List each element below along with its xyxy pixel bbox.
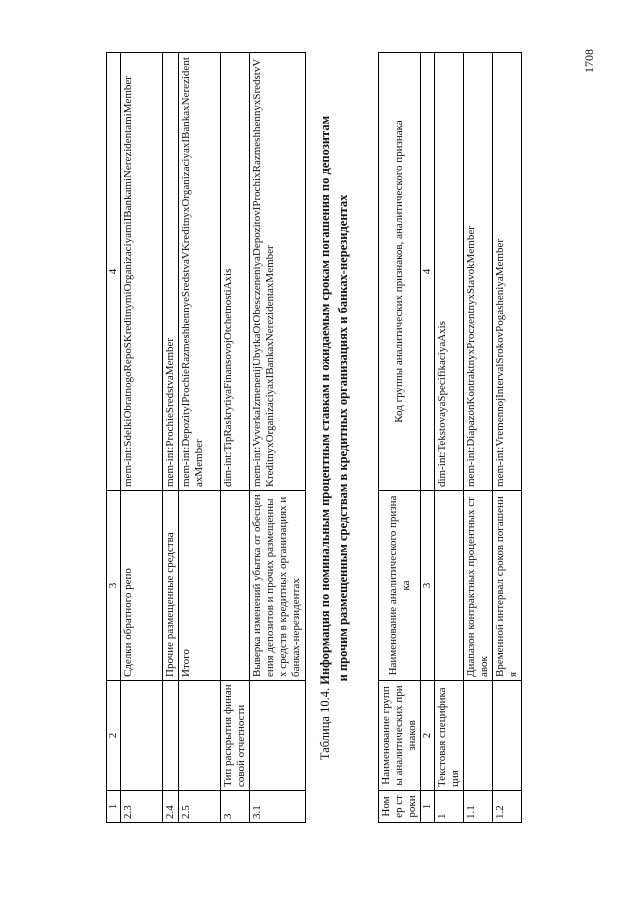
table-row <box>435 53 464 823</box>
row-number: 2.3 <box>121 791 163 823</box>
row-number: 3.1 <box>250 791 306 823</box>
feature-code: mem-int:DiapazonKontraktnyxProczentnyxStavokMember <box>464 53 493 491</box>
feature-name: Диапазон контрактных процентных ставок <box>464 491 493 681</box>
header-cell: 2 <box>107 681 121 791</box>
column-number: 4 <box>421 53 435 491</box>
row-number: 2.4 <box>163 791 179 823</box>
group-name: Тип раскрытия финансовой отчетности <box>221 681 250 791</box>
feature-name: Итого <box>179 491 221 681</box>
table-10-4 <box>378 52 522 823</box>
header-cell: 3 <box>107 491 121 681</box>
header-cell: Наименование группы аналитических признаков <box>379 681 421 791</box>
table-row <box>179 53 221 823</box>
row-number: 1 <box>435 791 464 823</box>
column-number: 1 <box>421 791 435 823</box>
table-header-row <box>379 53 421 823</box>
group-name <box>250 681 306 791</box>
header-cell: 1 <box>107 791 121 823</box>
group-name <box>163 681 179 791</box>
table-row <box>250 53 306 823</box>
table-row <box>221 53 250 823</box>
group-name <box>121 681 163 791</box>
row-number: 3 <box>221 791 250 823</box>
group-name: Текстовая спецификация <box>435 681 464 791</box>
feature-code: mem-int:VyverkaIzmenenijUbytkaOtObesczeneniyaDepozitovIProchixRazmeshhennyxSredstvVKreditnyxOrganizaciyaxIBankaxNerezidentaxMember <box>250 53 306 491</box>
table-caption <box>318 53 333 823</box>
feature-name: Выверка изменений убытка от обесценения депозитов и прочих размещенных средств в кредитных организациях и банках-нерезидентах <box>250 491 306 681</box>
feature-name <box>435 491 464 681</box>
feature-name: Сделки обратного репо <box>121 491 163 681</box>
feature-code: mem-int:SdelkiObratnogoRepoSKreditnymiOrganizaciyamiIBankamiNerezidentamiMember <box>121 53 163 491</box>
column-number: 3 <box>421 491 435 681</box>
feature-code: dim-int:TekstovayaSpecifikaciyaAxis <box>435 53 464 491</box>
table-row <box>464 53 493 823</box>
caption-title-line2: и прочим размещенным средствам в кредитных организациях и банках-нерезидентах <box>336 194 350 682</box>
page-number: 1708 <box>582 49 596 73</box>
row-number: 2.5 <box>179 791 221 823</box>
table-continuation <box>106 52 306 823</box>
group-name <box>464 681 493 791</box>
header-cell: 4 <box>107 53 121 491</box>
header-cell: Код группы аналитических признаков, аналитического признака <box>379 53 421 491</box>
feature-code: mem-int:DepozityIProchieRazmeshhennyeSredstvaVKreditnyxOrganizaciyaxIBankaxNerezidentaxMember <box>179 53 221 491</box>
table-row <box>121 53 163 823</box>
header-cell: Номер строки <box>379 791 421 823</box>
feature-name <box>221 491 250 681</box>
column-number-row <box>421 53 435 823</box>
feature-code: mem-int:ProchieSredstvaMember <box>163 53 179 491</box>
feature-code: mem-int:VremennojIntervalSrokovPogasheniyaMember <box>493 53 522 491</box>
header-cell: Наименование аналитического признака <box>379 491 421 681</box>
row-number: 1.2 <box>493 791 522 823</box>
group-name <box>493 681 522 791</box>
table-row <box>493 53 522 823</box>
feature-name: Временной интервал сроков погашения <box>493 491 522 681</box>
group-name <box>179 681 221 791</box>
caption-prefix: Таблица 10.4. <box>318 684 332 761</box>
feature-name: Прочие размещенные средства <box>163 491 179 681</box>
table-header-row <box>107 53 121 823</box>
caption-title-line1: Информация по номинальным процентным ставкам и ожидаемым срокам погашения по депозитам <box>318 115 332 685</box>
column-number: 2 <box>421 681 435 791</box>
feature-code: dim-int:TipRaskrytiyaFinansovojOtchetnostiAxis <box>221 53 250 491</box>
row-number: 1.1 <box>464 791 493 823</box>
table-row <box>163 53 179 823</box>
